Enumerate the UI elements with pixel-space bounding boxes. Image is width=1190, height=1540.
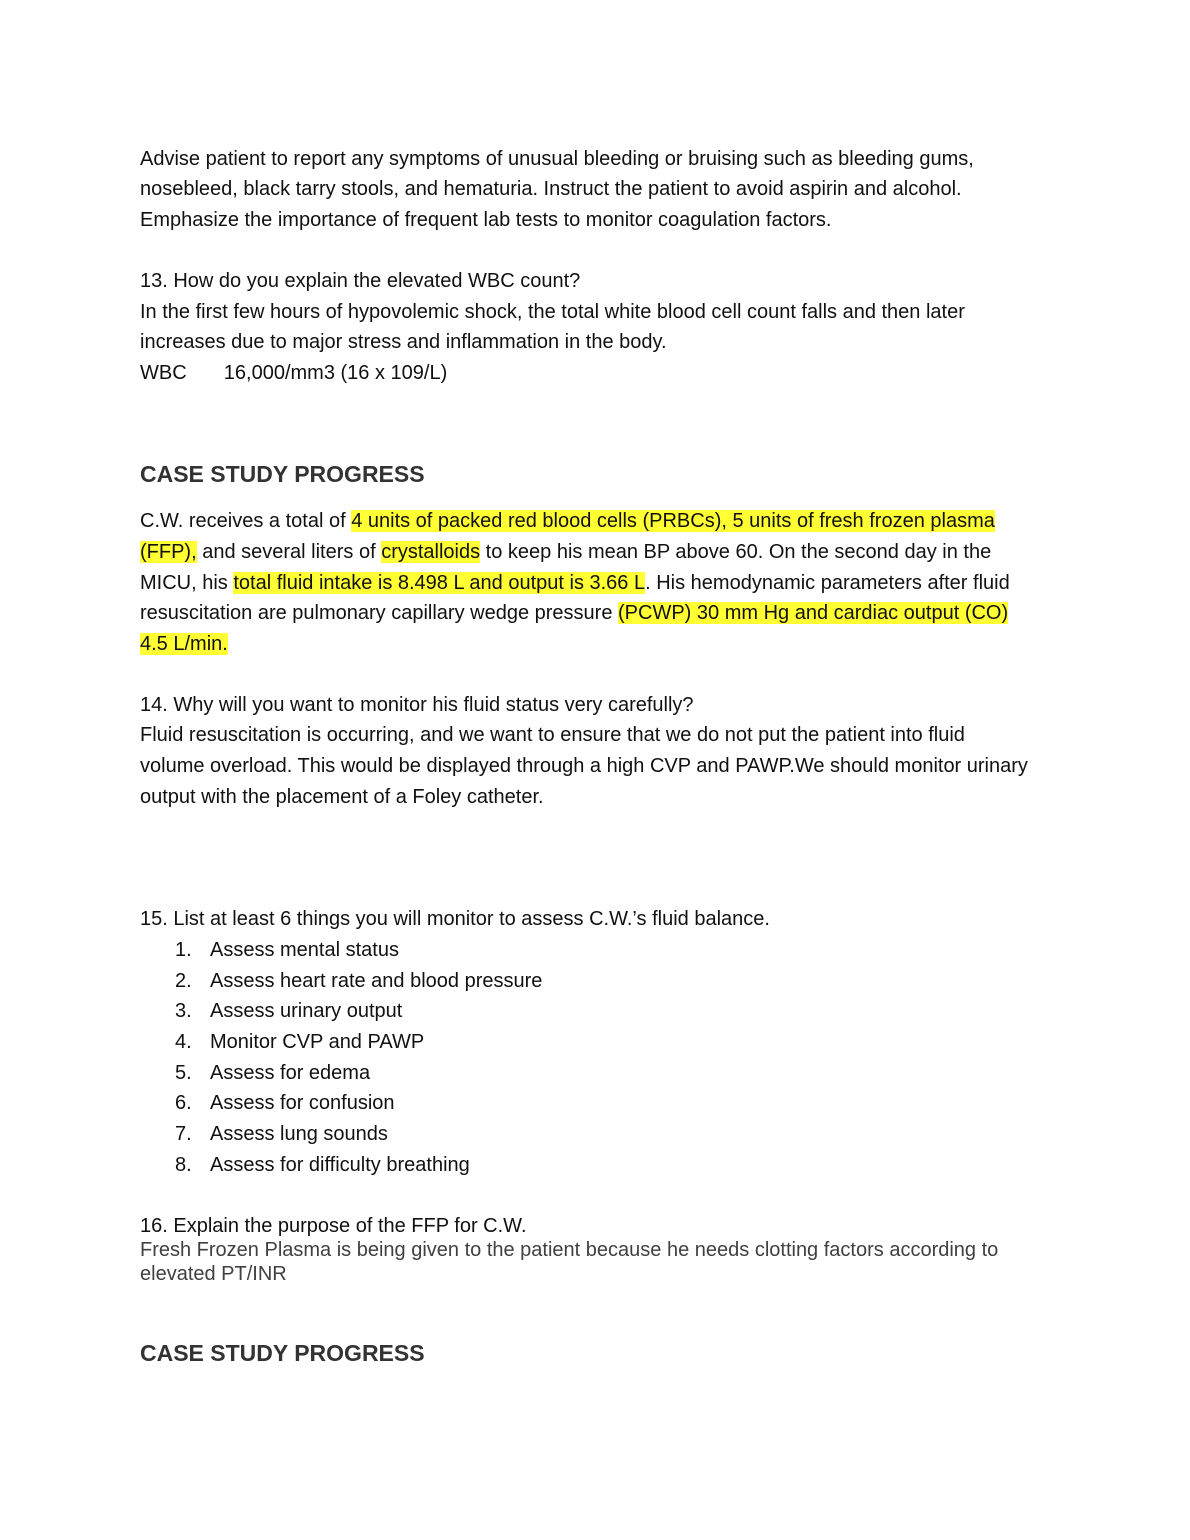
progress1-highlight-crystalloids: crystalloids <box>381 541 481 563</box>
list-item-number: 6. <box>175 1092 192 1114</box>
progress1-line-4 <box>140 601 1008 625</box>
progress1-highlight-fluid-balance: total fluid intake is 8.498 L and output is 3.66 L <box>233 572 646 594</box>
list-item-text: Assess heart rate and blood pressure <box>210 970 543 992</box>
q14-answer-line-3: output with the placement of a Foley catheter. <box>140 786 544 808</box>
list-item-text: Monitor CVP and PAWP <box>210 1031 425 1053</box>
q15-question: 15. List at least 6 things you will monitor to assess C.W.’s fluid balance. <box>140 908 770 930</box>
q16-answer-line-2: elevated PT/INR <box>140 1263 287 1285</box>
q13-answer-line-2: increases due to major stress and inflammation in the body. <box>140 331 667 353</box>
progress1-line-2 <box>140 540 991 564</box>
progress1-highlight-co-value: 4.5 L/min. <box>140 633 228 655</box>
list-item-number: 4. <box>175 1031 192 1053</box>
progress1-highlight-ffp: (FFP), <box>140 541 197 563</box>
case-study-progress-heading-2: CASE STUDY PROGRESS <box>140 1340 425 1366</box>
progress1-text: and several liters of <box>196 541 382 563</box>
list-item-text: Assess lung sounds <box>210 1123 388 1145</box>
advice-line-1: Advise patient to report any symptoms of unusual bleeding or bruising such as bleeding gums, <box>140 148 974 170</box>
list-item-number: 7. <box>175 1123 192 1145</box>
progress1-text: . His hemodynamic parameters after fluid <box>645 572 1010 594</box>
progress1-highlight-hemodynamics: (PCWP) 30 mm Hg and cardiac output (CO) <box>618 602 1009 624</box>
list-item-text: Assess for confusion <box>210 1092 395 1114</box>
q14-answer-line-1: Fluid resuscitation is occurring, and we want to ensure that we do not put the patient into fluid <box>140 724 965 746</box>
q14-question: 14. Why will you want to monitor his fluid status very carefully? <box>140 694 694 716</box>
list-item-number: 8. <box>175 1154 192 1176</box>
list-item-text: Assess mental status <box>210 939 399 961</box>
advice-line-3: Emphasize the importance of frequent lab tests to monitor coagulation factors. <box>140 209 832 231</box>
q13-lab-value: 16,000/mm3 (16 x 109/L) <box>223 362 448 384</box>
progress1-line-5 <box>140 632 228 656</box>
progress1-text: resuscitation are pulmonary capillary wedge pressure <box>140 602 619 624</box>
advice-line-2: nosebleed, black tarry stools, and hematuria. Instruct the patient to avoid aspirin and alcohol. <box>140 178 962 200</box>
progress1-highlight-blood-products: 4 units of packed red blood cells (PRBCs), 5 units of fresh frozen plasma <box>351 510 995 532</box>
q14-answer-line-2: volume overload. This would be displayed through a high CVP and PAWP.We should monitor urinary <box>140 755 1028 777</box>
list-item-number: 5. <box>175 1062 192 1084</box>
list-item-text: Assess for difficulty breathing <box>210 1154 470 1176</box>
q13-answer-line-1: In the first few hours of hypovolemic shock, the total white blood cell count falls and then later <box>140 301 965 323</box>
list-item-text: Assess for edema <box>210 1062 371 1084</box>
list-item-number: 2. <box>175 970 192 992</box>
progress1-line-3 <box>140 571 1010 595</box>
list-item-number: 3. <box>175 1000 192 1022</box>
q13-lab-value-row <box>140 361 447 385</box>
list-item-number: 1. <box>175 939 192 961</box>
progress1-text: MICU, his <box>140 572 234 594</box>
progress1-text: to keep his mean BP above 60. On the second day in the <box>480 541 992 563</box>
case-study-progress-heading-1: CASE STUDY PROGRESS <box>140 461 425 487</box>
progress1-line-1 <box>140 509 995 533</box>
q13-lab-name: WBC <box>140 362 187 384</box>
progress1-text: C.W. receives a total of <box>140 510 352 532</box>
q16-answer-line-1: Fresh Frozen Plasma is being given to the patient because he needs clotting factors according to <box>140 1239 999 1261</box>
q13-question: 13. How do you explain the elevated WBC count? <box>140 270 581 292</box>
q16-question: 16. Explain the purpose of the FFP for C.W. <box>140 1215 527 1237</box>
list-item-text: Assess urinary output <box>210 1000 403 1022</box>
